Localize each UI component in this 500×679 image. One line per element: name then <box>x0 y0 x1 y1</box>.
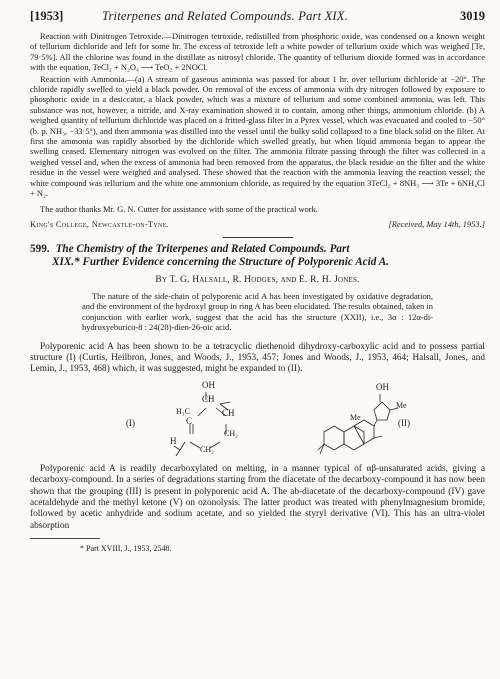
article-title <box>30 243 485 269</box>
structure-II-oh: OH <box>376 381 389 392</box>
article-abstract: The nature of the side-chain of polyporenic acid A has been investigated by oxidative degradation, and the environment of the hydroxyl group in ring A has been elucidated. The results obtained, taken in conjunction with earlier work, suggest that the acid has the structure (XXII), i.e., 3α : 12α-di-hydroxyeburico-8 : 24(28)-dien-26-oic acid. <box>82 290 433 333</box>
header-page-number: 3019 <box>460 9 485 23</box>
paragraph-dinitrogen-tetroxide: Reaction with Dinitrogen Tetroxide.—Dinitrogen tetroxide, redistilled from phosphoric oxide, was condensed on a known weight of tellurium dichloride and left for some hr. The excess of tetroxide left a white powder of tellurium oxide which was weighed [Te, 79·5%]. All the chlorine was found in the distillate as nitrosyl chloride. The quantity of tellurium dioxide formed was in accordance with the equation, TeCl₂ + N₂O₄ ⟶ TeO₂ + 2NOCl. <box>30 31 485 73</box>
structure-II-me-top: Me <box>396 400 407 410</box>
footnote: * Part XVIII, J., 1953, 2548. <box>80 544 172 554</box>
article-authors: By T. G. Halsall, R. Hodges, and E. R. H. Jones. <box>155 274 360 285</box>
affiliation-line <box>30 219 485 231</box>
structure-figures <box>30 380 485 464</box>
article-title-line2: XIX.* Further Evidence concerning the Structure of Polyporenic Acid A. <box>52 255 389 268</box>
structure-I-h3c: H₃C <box>176 406 190 416</box>
structure-II-me-left: Me <box>350 412 361 422</box>
structure-I-ch2: CH₂ <box>224 428 238 438</box>
received-date: [Received, May 14th, 1953.] <box>388 218 485 229</box>
structure-I-ch-top: CH <box>202 393 215 404</box>
article-title-line1: The Chemistry of the Triterpenes and Related Compounds. Part <box>55 242 350 255</box>
affiliation: King's College, Newcastle-on-Tyne. <box>30 218 170 229</box>
structure-I-c: C <box>186 415 193 426</box>
journal-page <box>30 9 485 553</box>
structure-I-label: (I) <box>126 417 135 428</box>
structure-I-ch-mid: CH <box>222 407 235 418</box>
acknowledgement: The author thanks Mr. G. N. Cutter for assistance with some of the practical work. <box>40 203 318 214</box>
previous-article-text <box>30 31 485 199</box>
structure-I-ch2-bottom: CH₂ <box>200 444 214 454</box>
structure-I-oh: OH <box>202 379 215 390</box>
structure-II-label: (II) <box>398 417 410 428</box>
footnote-rule <box>30 538 100 539</box>
body-paragraph-2: Polyporenic acid A is readily decarboxylated on melting, in a manner typical of αβ-unsaturated acids, giving a decarboxy-compound. In a series of degradations starting from the diacetate of the decarboxy-compound it has now been shown that the grouping (III) is present in polyporenic acid A. The ab-diacetate of the decarboxy-compound (IV) gave acetaldehyde and the methyl ketone (V) on ozonolysis. The latter product was treated with phenylmagnesium bromide, followed by acetic anhydride and sodium acetate, and so yielded the styryl derivative (VI). This has an ultra-violet absorption <box>30 463 485 531</box>
article-body <box>30 342 485 533</box>
structure-II-bonds <box>318 394 398 454</box>
body-paragraph-1: Polyporenic acid A has been shown to be a tetracyclic diethenoid dihydroxy-carboxylic acid and to possess partial structure (I) (Curtis, Heilbron, Jones, and Woods, J., 1953, 457; Jones and Woods, J., 1953, 464; Halsall, Jones, and Lemin, J., 1953, 468) which, it was suggested, might be expanded to (II). <box>30 341 485 375</box>
running-header <box>30 9 485 25</box>
paragraph-ammonia: Reaction with Ammonia.—(a) A stream of gaseous ammonia was passed for about 1 hr. over tellurium dichloride at −20°. The chloride rapidly swelled to yield a black powder. On removal of the excess of ammonia with dry nitrogen followed by exposure to phosphoric oxide in a desiccator, a black powder, which was a mixture of tellurium and some combined ammonia, was left. This substance was not, however, a nitride, and X-ray examination showed it to contain, among other things, ammonium chloride. (b) A weighed quantity of tellurium dichloride was placed on a fritted-glass filter in a Pyrex vessel, which was evacuated and cooled to −50° (b. p. NH₃, −33·5°), and then ammonia was distilled into the vessel until the bulky solid collapsed to a fine black solid on the filter. At first the ammonia was rapidly absorbed by the dichloride which swelled greatly, but when liquid ammonia began to appear the swelling ceased. Elementary nitrogen was evolved on the filter. The ammonia filtrate passing through the filter was collected in a weighed vessel and, when the excess of ammonia had been removed from the apparatus, the black residue on the filter and the white residue in the vessel were weighed and analysed. These showed that the reaction with the ammonia leaving the reaction vessel; the white compound was tellurium and the white one ammonium chloride, as required by the equation 3TeCl₂ + 8NH₃ ⟶ 3Te + 6NH₄Cl + N₂. <box>30 73 485 199</box>
article-number: 599. <box>30 242 50 255</box>
section-divider <box>223 237 293 238</box>
structure-I-h: H <box>170 435 177 446</box>
header-title: Triterpenes and Related Compounds. Part XIX. <box>102 9 348 23</box>
structure-diagrams <box>30 380 485 464</box>
header-year: [1953] <box>30 9 64 23</box>
